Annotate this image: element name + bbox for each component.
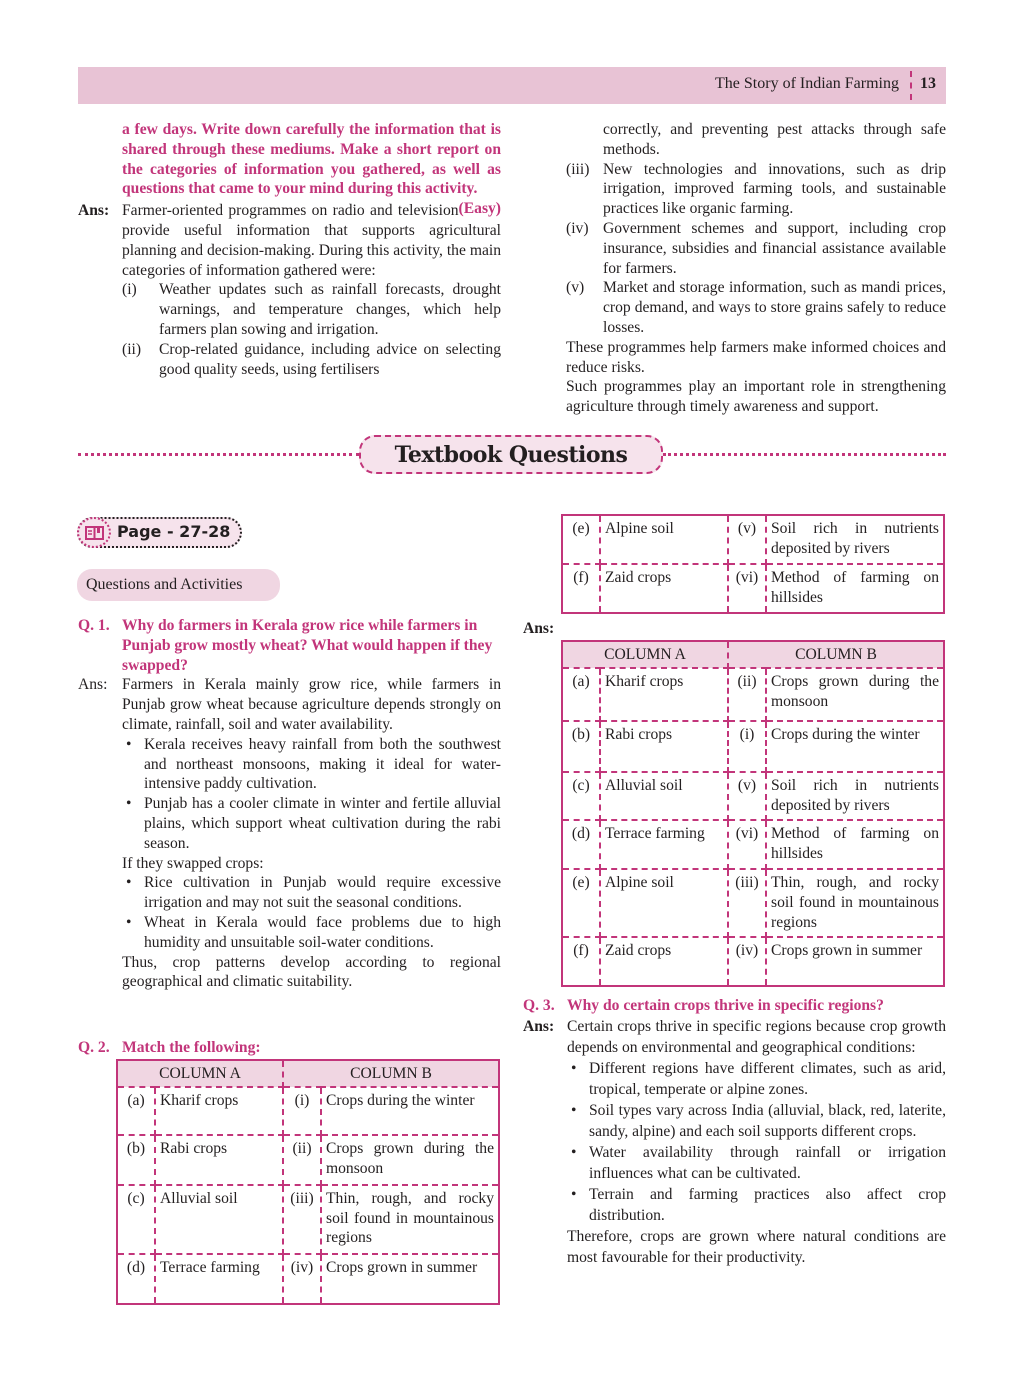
chapter-title: The Story of Indian Farming (715, 75, 899, 92)
ans-label: Ans: (78, 676, 108, 694)
table-row: (b) Rabi crops (ii) Crops grown during the monsoon (117, 1135, 499, 1185)
difficulty-tag: (Easy) (458, 200, 501, 218)
question-1: Q. 1. Why do farmers in Kerala grow rice while farmers in Punjab grow mostly wheat? What would happen if they swapped? (78, 617, 493, 674)
question-1-block (78, 616, 501, 992)
column-a-header: COLUMN A (562, 641, 728, 668)
match-table-question (116, 1059, 500, 1305)
list-item: (iv) Government schemes and support, including crop insurance, subsidies and financial assistance available for farmers. (566, 219, 946, 277)
page-number: 13 (920, 75, 936, 92)
answer-block (78, 201, 501, 379)
column-a-header: COLUMN A (117, 1060, 283, 1087)
match-table-answer (561, 640, 945, 987)
answer-intro: Farmer-oriented programmes on radio and television provide useful information that supports agricultural planning and decision-making. During this activity, the main categories of information gathered were: (122, 202, 501, 279)
banner-dotted-line-right (663, 453, 946, 456)
bullet-item: • Soil types vary across India (alluvial, black, red, laterite, sandy, alpine) and each soil supports different crops. (571, 1102, 946, 1140)
page-reference-badge (77, 517, 242, 548)
table-header-row (117, 1060, 499, 1087)
section-title: Textbook Questions (394, 442, 628, 468)
table-row: (d) Terrace farming (vi) Method of farming on hillsides (562, 820, 944, 869)
page-range-label: Page - 27-28 (117, 522, 231, 541)
bullet-item: • Different regions have different climates, such as arid, tropical, temperate or alpine zones. (571, 1060, 946, 1098)
table-row: (d) Terrace farming (iv) Crops grown in summer (117, 1254, 499, 1304)
table-row: (e) Alpine soil (v) Soil rich in nutrients deposited by rivers (562, 515, 944, 564)
bullet-item: • Rice cultivation in Punjab would require excessive irrigation and may not suit the seasonal conditions. (126, 874, 501, 912)
question-number: Q. 3. (523, 997, 555, 1014)
bullet-item: • Kerala receives heavy rainfall from both the southwest and northeast monsoons, making it ideal for water-intensive paddy cultivation. (126, 735, 501, 793)
bullet-item: • Water availability through rainfall or irrigation influences what can be cultivated. (571, 1144, 946, 1182)
sub-heading-pill: Questions and Activities (77, 569, 280, 601)
table-row: (f) Zaid crops (vi) Method of farming on hillsides (562, 564, 944, 613)
header-divider (910, 71, 912, 100)
top-left-column (78, 120, 501, 379)
page-header (78, 67, 946, 104)
banner-dotted-line-left (78, 453, 359, 456)
activity-question-tail: a few days. Write down carefully the information that is shared through these mediums. Make a short report on the categories of information you gathered, as well as questions that came to your mind during this activity. (Easy) (122, 121, 501, 218)
ans-label: Ans: (78, 202, 110, 220)
table-row: (a) Kharif crops (ii) Crops grown during the monsoon (562, 668, 944, 721)
table-row: (c) Alluvial soil (v) Soil rich in nutrients deposited by rivers (562, 772, 944, 821)
match-table-question-continued (561, 514, 945, 614)
swap-heading: If they swapped crops: (122, 854, 264, 872)
answer-conclusion: Thus, crop patterns develop according to regional geographical and climatic suitability. (122, 953, 501, 991)
table-row: (b) Rabi crops (i) Crops during the winter (562, 721, 944, 772)
conclusion-paragraph: Such programmes play an important role in strengthening agriculture through timely awareness and support. (566, 378, 946, 416)
question-number: Q. 2. (78, 1039, 110, 1056)
list-item: (v) Market and storage information, such as mandi prices, crop demand, and ways to store grains safely to reduce losses. (566, 279, 946, 336)
bullet-item: • Wheat in Kerala would face problems due to high humidity and unsuitable soil-water conditions. (126, 913, 501, 951)
table-row: (a) Kharif crops (i) Crops during the winter (117, 1087, 499, 1135)
list-item-continuation: correctly, and preventing pest attacks through safe methods. (603, 121, 946, 158)
table-row: (e) Alpine soil (iii) Thin, rough, and rocky soil found in mountainous regions (562, 869, 944, 937)
list-item: (ii) Crop-related guidance, including advice on selecting good quality seeds, using fertilisers (122, 340, 501, 378)
question-number: Q. 1. (78, 617, 110, 634)
book-icon (77, 517, 111, 548)
answer-1 (78, 675, 501, 992)
list-item: (i) Weather updates such as rainfall forecasts, drought warnings, and temperature changes, which help farmers plan sowing and irrigation. (122, 281, 501, 338)
list-item: (iii) New technologies and innovations, such as drip irrigation, improved farming tools, and sustainable practices like organic farming. (566, 160, 946, 218)
table-header-row (562, 641, 944, 668)
answer-intro: Certain crops thrive in specific regions because crop growth depends on environmental and geographical conditions: (567, 1018, 946, 1056)
ans-label: Ans: (523, 1018, 555, 1035)
answer-intro: Farmers in Kerala mainly grow rice, while farmers in Punjab grow wheat because agriculture depends strongly on climate, rainfall, soil and water availability. (122, 676, 501, 733)
table-row: (f) Zaid crops (iv) Crops grown in summer (562, 937, 944, 986)
column-b-header: COLUMN B (283, 1060, 499, 1087)
ans-label: Ans: (523, 620, 555, 637)
bullet-item: • Punjab has a cooler climate in winter and fertile alluvial plains, which support wheat cultivation during the rabi season. (126, 795, 501, 852)
question-3-block (523, 995, 946, 1268)
section-banner (359, 435, 663, 474)
question-3: Q. 3. Why do certain crops thrive in specific regions? (523, 997, 884, 1014)
table-row: (c) Alluvial soil (iii) Thin, rough, and rocky soil found in mountainous regions (117, 1185, 499, 1254)
answer-3 (523, 1016, 946, 1268)
top-right-column (566, 120, 946, 417)
answer-conclusion: Therefore, crops are grown where natural conditions are most favourable for their productivity. (567, 1228, 946, 1266)
bullet-item: • Terrain and farming practices also affect crop distribution. (571, 1186, 946, 1224)
column-b-header: COLUMN B (728, 641, 944, 668)
conclusion-paragraph: These programmes help farmers make informed choices and reduce risks. (566, 338, 946, 376)
question-2: Q. 2. Match the following: (78, 1039, 261, 1056)
